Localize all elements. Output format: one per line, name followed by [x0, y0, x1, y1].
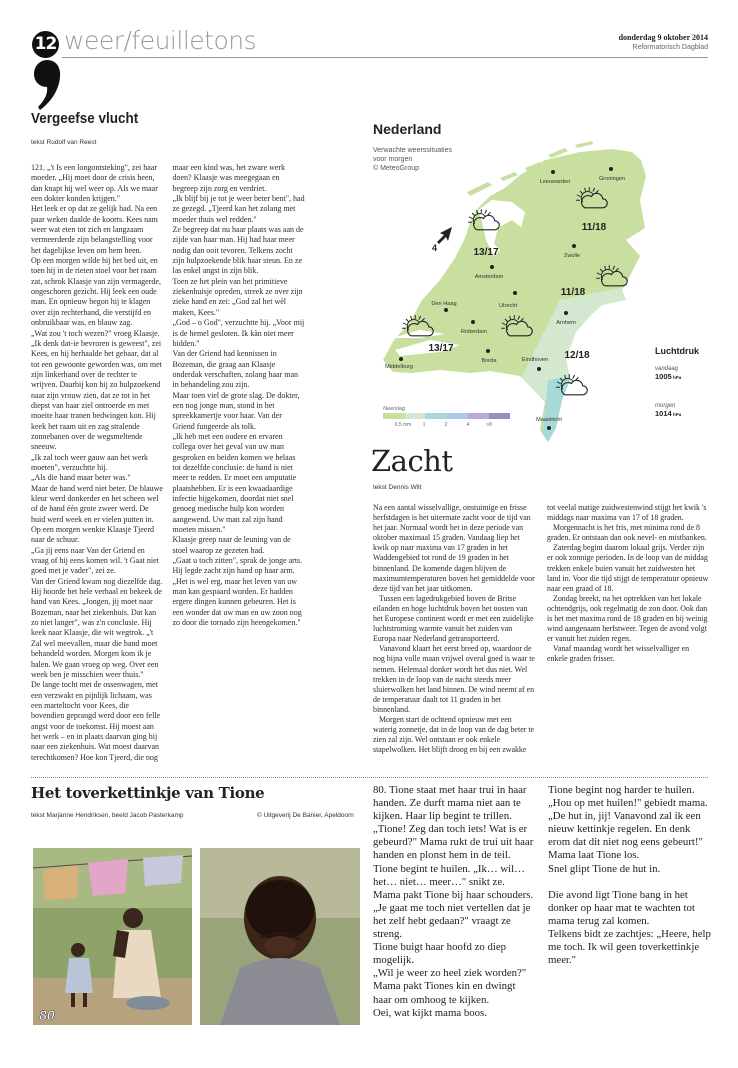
city-label: Arnhem [556, 320, 576, 326]
temperature-label: 12/18 [564, 350, 590, 361]
paragraph: Vanaf maandag wordt het wisselvalliger en enkele graden frisser. [547, 644, 690, 664]
paragraph: Mama pakt Tiones kin en dwingt haar om omhoog te kijken. [373, 980, 516, 1006]
story-byline: tekst Marjanne Hendriksen, beeld Jacob Pasterkamp [31, 812, 184, 819]
paragraph: „God – o God", verzuchtte hij. „Voor mij is de hemel gesloten. Ik kàn niet meer bidden." [172, 318, 305, 348]
legend-label: >8 [486, 422, 492, 428]
city-label: Middelburg [385, 364, 413, 370]
paragraph: Telkens bidt ze zachtjes: „Heere, help me toch. Ik wil geen toverkettinkje meer." [548, 927, 711, 967]
paragraph: „Ik zal toch weer gauw aan het werk moeten", verzuchtte hij. [31, 452, 149, 472]
weather-map-title: Nederland [373, 121, 442, 137]
paragraph: „Hou op met huilen!" gebiedt mama. „De hut in, jij! Vanavond zal ik een nieuw kettinkje regelen. En denk erom dat dit niet nog eens gebeurt!" [548, 797, 708, 849]
feuilleton-title: Vergeefse vlucht [31, 110, 139, 127]
pressure-tomorrow-label: morgen [655, 403, 676, 409]
city-label: Zwolle [563, 253, 581, 259]
pressure-title: Luchtdruk [655, 346, 699, 356]
paragraph: „Wat zou 't toch wezen?" vroeg Klaasje. [31, 328, 160, 338]
paragraph: 121. „'t Is een longontsteking", zei haar moeder. „Hij moet door de crisis heen, dan knapt hij wel weer op. Als we maar een dokter konden krijgen." [31, 163, 158, 204]
subtitle-line: voor morgen [373, 156, 413, 163]
paragraph: Op een morgen wilde hij het bed uit, en toen hij in de rieten stoel voor het raam zat, schrok Klaasje van zijn vermagerde, ongeschoren gezicht. Hij leek een oude man. En opnieuw begon hij te klagen over zijn rechterhand, die verstijfd en onbruikbaar was, en blauw zag. [31, 256, 161, 328]
paragraph: Morgennacht is het fris, met minima rond de 8 graden. Er ontstaan dan ook nevel- en mistbanken. [547, 523, 707, 543]
newspaper-name: Reformatorisch Dagblad [632, 44, 708, 51]
legend-title: Neerslag [383, 406, 406, 412]
city-label: Eindhoven [521, 357, 549, 363]
city-label: Amsterdam [474, 274, 504, 280]
issue-date: donderdag 9 oktober 2014 [618, 33, 708, 42]
precip-legend-bar [383, 413, 510, 419]
paragraph: „Als die hand maar beter was." [31, 473, 131, 483]
precip-zone-medium [540, 372, 600, 460]
paragraph: „Ik blijf bij je tot je weer beter bent", had ze gezegd. „Tjeerd kan het zolang met moeder thuis wel redden." [172, 194, 305, 224]
paragraph: Op een morgen wenkte Klaasje Tjeerd naar de schuur. [31, 525, 154, 545]
paragraph: Zaterdag begint daarom lokaal grijs. Verder zijn er ook zonnige perioden. In de loop van de middag trekken enkele buien vanuit het zuidwesten het land in. Voor die tijd stijgt de temperatuur opnieuw naar een graad of 18. [547, 543, 709, 593]
pressure-tomorrow-value: 1014 [655, 409, 672, 418]
paragraph: Maar toen viel de grote slag. De dokter, een nog jonge man, stond in het spreekkamertje voor haar. Van der Griend fungeerde als tolk. [172, 390, 300, 431]
story-copyright: © Uitgeverij De Banier, Apeldoorn [257, 812, 354, 819]
paragraph: Mama pakt Tione bij haar schouders. „Je gaat me toch niet vertellen dat je het zelf hebt gedaan?" vraagt ze streng. [373, 888, 534, 941]
paragraph: Tione begint nog harder te huilen. [548, 784, 695, 796]
story-title: Het toverkettinkje van Tione [31, 784, 265, 802]
paragraph: Het leek er op dat ze gelijk had. Na een paar weken daalde de koorts. Kees nam weer wat eten tot zich en langzaam vermeerderde zijn belangstelling voor het dagelijkse leven om hem heen. [31, 204, 158, 255]
paragraph: Na een aantal wisselvallige, onstuimige en frisse herfstdagen is het uitermate zacht voor de tijd van het jaar. Normaal wordt het in deze periode van oktober maximaal 15 graden. Vandaag liep het kwik op naar maxima van 17 graden in het Waddengebied tot rond de 19 graden in het binnenland. De komende dagen blijven de maximumtemperaturen boven het gemiddelde voor deze tijd van het jaar uitkomen. [373, 503, 535, 593]
legend-label: 0,5 mm [394, 422, 412, 428]
paragraph: „Tione! Zeg dan toch iets! Wat is er gebeurd?" Mama rukt de trui uit haar handen en plonst hem in de teil. [373, 823, 534, 862]
paragraph: „Gaat u toch zitten", sprak de jonge arts. Hij legde zacht zijn hand op haar arm. „Het is wel erg, maar het leven van uw man kan gespaard worden. Er hadden ergere dingen kunnen gebeuren. Het is een wonder dat uw man en uw zoon nog zo door die tornado zijn heengekomen." [172, 556, 303, 628]
episode-number: 80 [39, 1007, 55, 1023]
paragraph: 80. Tione staat met haar trui in haar handen. Ze durft mama niet aan te kijken. Haar lip begint te trillen. [373, 784, 527, 823]
wind-force: 4 [432, 243, 438, 253]
city-label: Breda [481, 358, 497, 364]
paragraph: Die avond ligt Tione bang in het donker op haar mat te wachten tot mama terug zal komen. [548, 888, 695, 927]
section-title: weer/feuilletons [64, 26, 257, 55]
paragraph: Morgen start de ochtend opnieuw met een waterig zonnetje, dat in de loop van de dag beter te zien zal zijn. Wel ontstaan er ook enkele stapelwolken. Het blijft droog en bij een zwakke tot veelal matige zuidwestenwind stijgt het kwik 's middags naar maxima van 17 of 18 graden. [373, 503, 707, 755]
wind-arrow-icon [437, 227, 452, 244]
section-divider [31, 777, 708, 778]
paragraph: Vanavond klaart het eerst breed op, waardoor de nog bijna volle maan vrijwel overal goed is waar te nemen. Helemaal donker wordt het dus niet. Wel trekken in de loop van de nacht steeds meer sluierwolken het land binnen. De wind neemt af en de temperatuur daalt tot 11 graden in het binnenland. [373, 644, 535, 714]
legend-label: 1 [422, 422, 426, 428]
pressure-unit: hPa [673, 412, 682, 417]
paragraph: Zondag breekt, na het optrekken van het lokale ochtendgrijs, ook regelmatig de zon door. Ook dan is het met maxima rond de 18 graden en bij weinig wind aangenaam herfstweer. Tegen de avond volgt er vanuit het zuiden regen. [547, 593, 708, 644]
temperature-label: 13/17 [428, 343, 454, 354]
paragraph: Mama laat Tione los. [548, 849, 640, 862]
paragraph: Maar de hand werd niet beter. De blauwe kleur werd donkerder en het scheen wel of de hand één grote zweer werd. De huid werd week en er vielen putten in. [31, 483, 163, 524]
paragraph: Ze begreep dat nu haar plaats was aan de zijde van haar man. Hij had haar meer nodig dan ooit tevoren. Telkens zocht zijn hulpzoekende blik haar steun. En ze las enkel angst in zijn blik. [172, 225, 304, 276]
paragraph: Snel glipt Tione de hut in. [548, 862, 661, 875]
temperature-label: 11/18 [581, 222, 607, 233]
paragraph: De lange tocht met de ossenwagen, met een verzwakt en pijnlijk lichaam, was een marteltocht voor Kees, die bovendien geprangd werd door een felle angst voor de toekomst. Hij moest aan het werk – en in plaats daarvan ging hij naar een ziekenhuis. Wat moest daarvan terechtkomen? Hoe kon Tjeerd, die nog maar een kind was, het zware werk doen? Klaasje was meegegaan en begreep zijn zorg en verdriet. [31, 163, 286, 762]
weather-article-body [373, 503, 709, 773]
paragraph: Van der Griend had kennissen in Bozeman, die graag aan Klaasje onderdak verschaften, zolang haar man in behandeling zou zijn. [172, 349, 298, 390]
weather-article-title: Zacht [371, 444, 453, 478]
subtitle-line: Verwachte weerssituaties [373, 147, 452, 154]
city-label: Rotterdam [460, 329, 488, 335]
legend-label: 2 [444, 422, 448, 428]
pressure-today-value: 1005 [655, 372, 672, 381]
city-label: Maastricht [536, 417, 562, 423]
paragraph: Van der Griend kwam nog diezelfde dag. Hij hoorde het hele verhaal en bekeek de hand van Kees. „Jongen, jij moet naar Bozeman, naar het ziekenhuis. Dat kan zo niet langer", was z'n conclusie. Hij keek naar Klaasje, die wit wegtrok. „'t Zal wel meevallen, maar die hand moet behandeld worden. Morgen kom ik je halen. We gaan vroeg op weg. Over een week ben je misschien weer thuis." [31, 576, 163, 679]
pressure-unit: hPa [673, 375, 682, 380]
temperature-label: 11/18 [560, 287, 586, 298]
subtitle-line: © MeteoGroup [373, 165, 420, 172]
paragraph: „Ik heb met een oudere en ervaren collega over het geval van uw man gesproken en beiden komen we helaas tot dezelfde conclusie: de hand is niet meer te redden. Er moet een amputatie plaatshebben. Er is een kwaadaardige infectie bijgekomen, doordat niet snel genoeg medische hulp kon worden aangewend. Uw man zal zijn hand moeten missen." [172, 431, 297, 535]
paragraph: Tione buigt haar hoofd zo diep mogelijk. [373, 941, 507, 967]
paragraph: Tione begint te huilen. „Ik… wil… het… niet… meer…" snikt ze. [373, 862, 525, 888]
page-number-badge: 12 [32, 31, 59, 58]
city-label: Den Haag [431, 301, 457, 307]
paragraph: Klaasje greep naar de leuning van de stoel waarop ze gezeten had. [172, 535, 291, 555]
city-label: Utrecht [498, 303, 518, 309]
legend-label: 4 [466, 422, 470, 428]
city-label: Groningen [598, 176, 626, 182]
pressure-today-label: vandaag [655, 366, 679, 372]
temperature-label: 13/17 [473, 247, 499, 258]
paragraph: „Ga jij eens naar Van der Griend en vraag of hij eens komen wil. 't Gaat niet goed met je vader", zei ze. [31, 545, 159, 576]
paragraph: Oei, wat kijkt mama boos. [373, 1006, 487, 1019]
feuilleton-byline: tekst Rudolf van Reest [31, 139, 97, 146]
story-body [373, 784, 711, 1024]
story-illustration-mother-and-child [33, 848, 192, 1025]
paragraph: Tussen een lagedrukgebied boven de Britse eilanden en hoge luchtdruk boven het oosten van het Europese continent wordt er met een zuidelijke luchtstroming warmte vanuit het zuiden van Europa naar Nederland getransporteerd. [373, 593, 534, 644]
paragraph: „Wil je weer zo heel ziek worden?" [373, 967, 527, 980]
city-label: Leeuwarden [539, 179, 571, 185]
story-illustration-tione-crying [200, 848, 360, 1025]
weather-article-byline: tekst Dennis Wilt [373, 484, 422, 491]
paragraph: Toen ze het plein van het primitieve ziekenhuisje opreden, streek ze over zijn zieke hand en zei: „God zal het wèl maken, Kees." [172, 276, 303, 317]
paragraph: „Ik denk dat-ie bevroren is geweest", zei Kees, en hij herhaalde het gebaar, dat al tot een gewoonte geworden was, om met zijn linkerhand over de rechter te wrijven. Daarbij kon hij zo hulpzoekend naar zijn vrouw zien, dat ze tot in het diepst van haar ziel ontroerde en met moeite haar tranen bedwingen kon. Hij keek het raam uit en zag stralende zonnebanen over de wegsmeltende sneeuw. [31, 338, 162, 452]
